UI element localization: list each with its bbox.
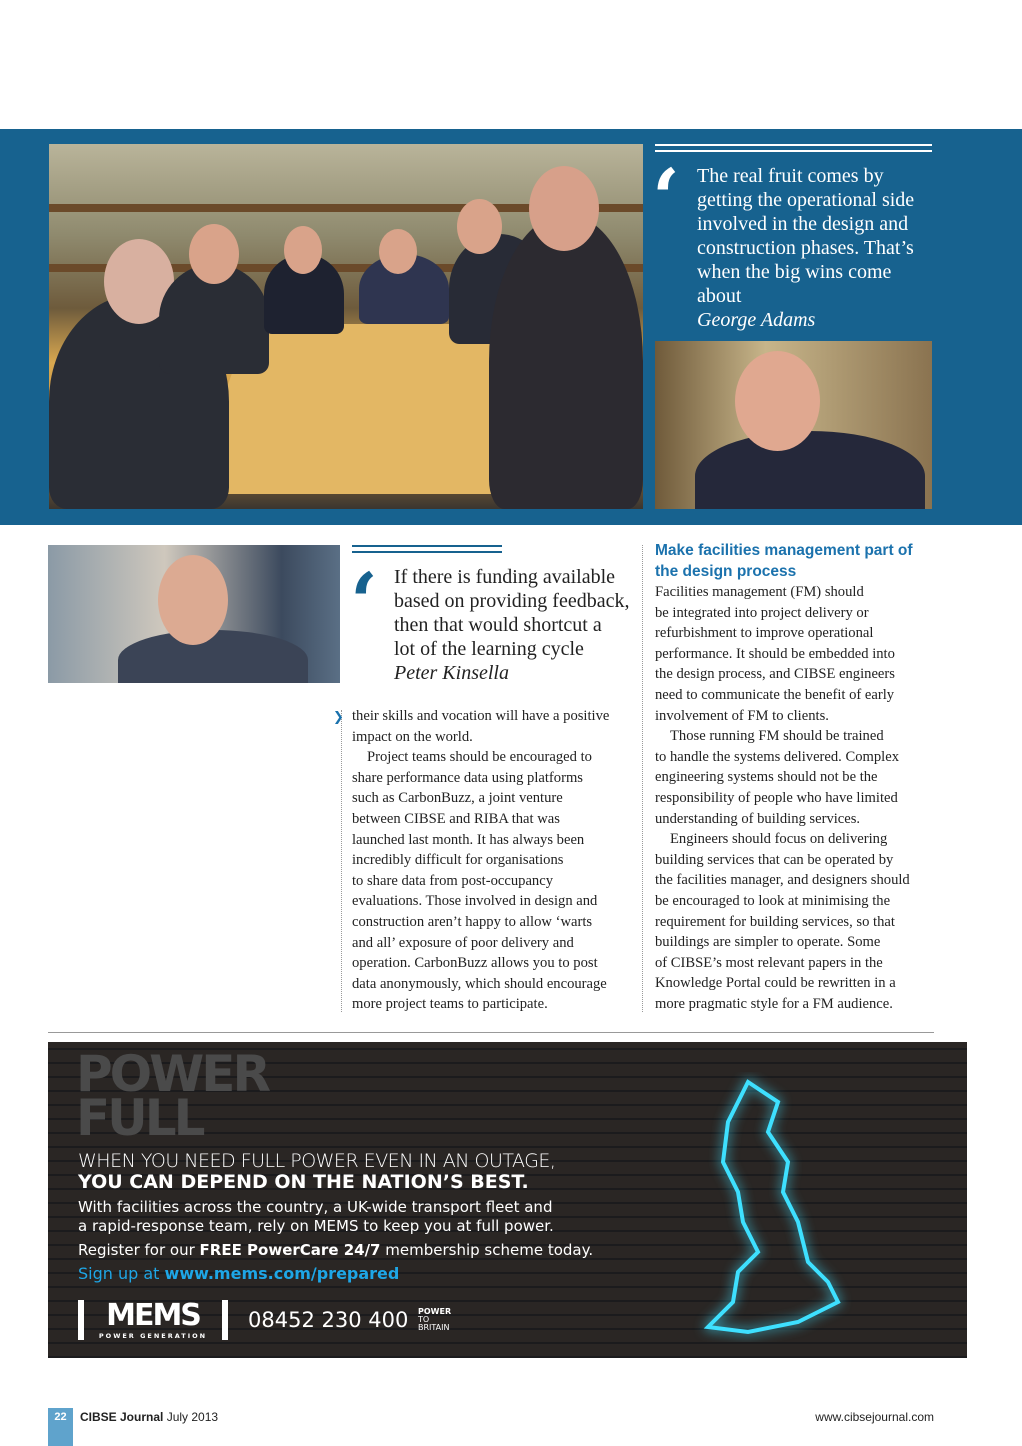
quote-line: based on providing feedback, [394, 590, 630, 612]
text-line: requirement for building services, so that [655, 913, 895, 930]
text-line: responsibility of people who have limited [655, 789, 898, 806]
text-line: operation. CarbonBuzz allows you to post [352, 955, 598, 972]
quote-line: involved in the design and [697, 213, 909, 235]
ad-phone: 08452 230 400 [248, 1308, 409, 1332]
text-line: Knowledge Portal could be rewritten in a [655, 975, 896, 992]
mems-advertisement[interactable] [48, 1042, 967, 1358]
quote-line: getting the operational side [697, 189, 915, 211]
ad-body: With facilities across the country, a UK-wide transport fleet and a rapid-response team, rely on MEMS to keep you at full power. [78, 1198, 554, 1235]
quote-mark-icon: ‘ [652, 151, 680, 245]
text-line: of CIBSE’s most relevant papers in the [655, 954, 883, 971]
meeting-photo [49, 144, 643, 509]
quote-line: construction phases. That’s [697, 237, 914, 259]
text-line: evaluations. Those involved in design and [352, 893, 598, 910]
text-line: between CIBSE and RIBA that was [352, 810, 560, 827]
ad-subheadline: YOU CAN DEPEND ON THE NATION’S BEST. [78, 1171, 529, 1193]
peter-kinsella-photo [48, 545, 340, 683]
text-line: Project teams should be encouraged to [367, 749, 592, 766]
text-line: and all’ exposure of poor delivery and [352, 934, 574, 951]
ad-big-title: POWER FULL [76, 1045, 268, 1147]
text-line: Facilities management (FM) should [655, 584, 864, 600]
quote-line: about [697, 285, 742, 307]
text-line: launched last month. It has always been [352, 831, 585, 848]
quote-attribution: George Adams [697, 309, 816, 331]
text-line: the design process, and CIBSE engineers [655, 666, 895, 683]
text-line: construction aren’t happy to allow ‘warts [352, 913, 593, 930]
text-line: Engineers should focus on delivering [670, 831, 888, 848]
divider [48, 1032, 934, 1033]
quote-attribution: Peter Kinsella [394, 662, 509, 684]
footer-url[interactable]: www.cibsejournal.com [815, 1410, 934, 1424]
power-to-britain-logo: POWER TO BRITAIN [418, 1307, 452, 1332]
section-heading: Make facilities management part of the design process [655, 542, 913, 580]
page-number-tab: 22 [48, 1408, 73, 1446]
text-line: be encouraged to look at minimising the [655, 892, 891, 909]
text-line: incredibly difficult for organisations [352, 852, 564, 869]
quote-line: If there is funding available [394, 566, 616, 588]
text-line: buildings are simpler to operate. Some [655, 934, 881, 951]
text-line: to handle the systems delivered. Complex [655, 748, 899, 765]
text-line: their skills and vocation will have a positive [352, 708, 610, 724]
footer-publication: CIBSE Journal July 2013 [80, 1410, 219, 1424]
text-line: engineering systems should not be the [655, 769, 878, 786]
text-line: the facilities manager, and designers should [655, 872, 910, 889]
text-line: more pragmatic style for a FM audience. [655, 995, 893, 1012]
text-line: need to communicate the benefit of early [655, 686, 895, 703]
george-adams-photo [655, 341, 932, 509]
text-line: more project teams to participate. [352, 996, 548, 1013]
quote-rule [655, 144, 932, 152]
text-line: understanding of building services. [655, 810, 861, 827]
quote-line: when the big wins come [697, 261, 892, 283]
ad-headline: WHEN YOU NEED FULL POWER EVEN IN AN OUTAGE, [78, 1150, 556, 1172]
ad-url-link[interactable]: www.mems.com/prepared [164, 1264, 400, 1283]
pull-quote-peter-kinsella [394, 565, 629, 685]
text-line: share performance data using platforms [352, 769, 583, 786]
quote-rule [352, 545, 502, 553]
pull-quote-george-adams [697, 164, 914, 332]
text-line: building services that can be operated by [655, 851, 894, 868]
text-line: impact on the world. [352, 728, 473, 745]
text-line: refurbishment to improve operational [655, 625, 874, 642]
column-divider [341, 710, 342, 1012]
quote-line: then that would shortcut a [394, 614, 602, 636]
body-column-3 [655, 540, 913, 1014]
text-line: be integrated into project delivery or [655, 604, 869, 621]
continued-arrow-icon: ❯ [333, 710, 344, 725]
quote-line: lot of the learning cycle [394, 638, 584, 660]
quote-line: The real fruit comes by [697, 165, 884, 187]
ad-signup: Sign up at www.mems.com/prepared [78, 1264, 400, 1283]
text-line: performance. It should be embedded into [655, 645, 895, 662]
neon-uk-map-icon [688, 1072, 858, 1342]
text-line: to share data from post-occupancy [352, 872, 553, 889]
ad-register: Register for our FREE PowerCare 24/7 membership scheme today. [78, 1241, 594, 1259]
text-line: such as CarbonBuzz, a joint venture [352, 790, 563, 807]
body-column-2 [352, 706, 609, 1015]
quote-mark-icon: ‘ [350, 555, 378, 649]
text-line: data anonymously, which should encourage [352, 975, 607, 992]
text-line: Those running FM should be trained [670, 728, 884, 745]
column-divider [642, 545, 643, 1012]
text-line: involvement of FM to clients. [655, 707, 829, 724]
mems-logo: MEMS POWER GENERATION [78, 1300, 228, 1340]
